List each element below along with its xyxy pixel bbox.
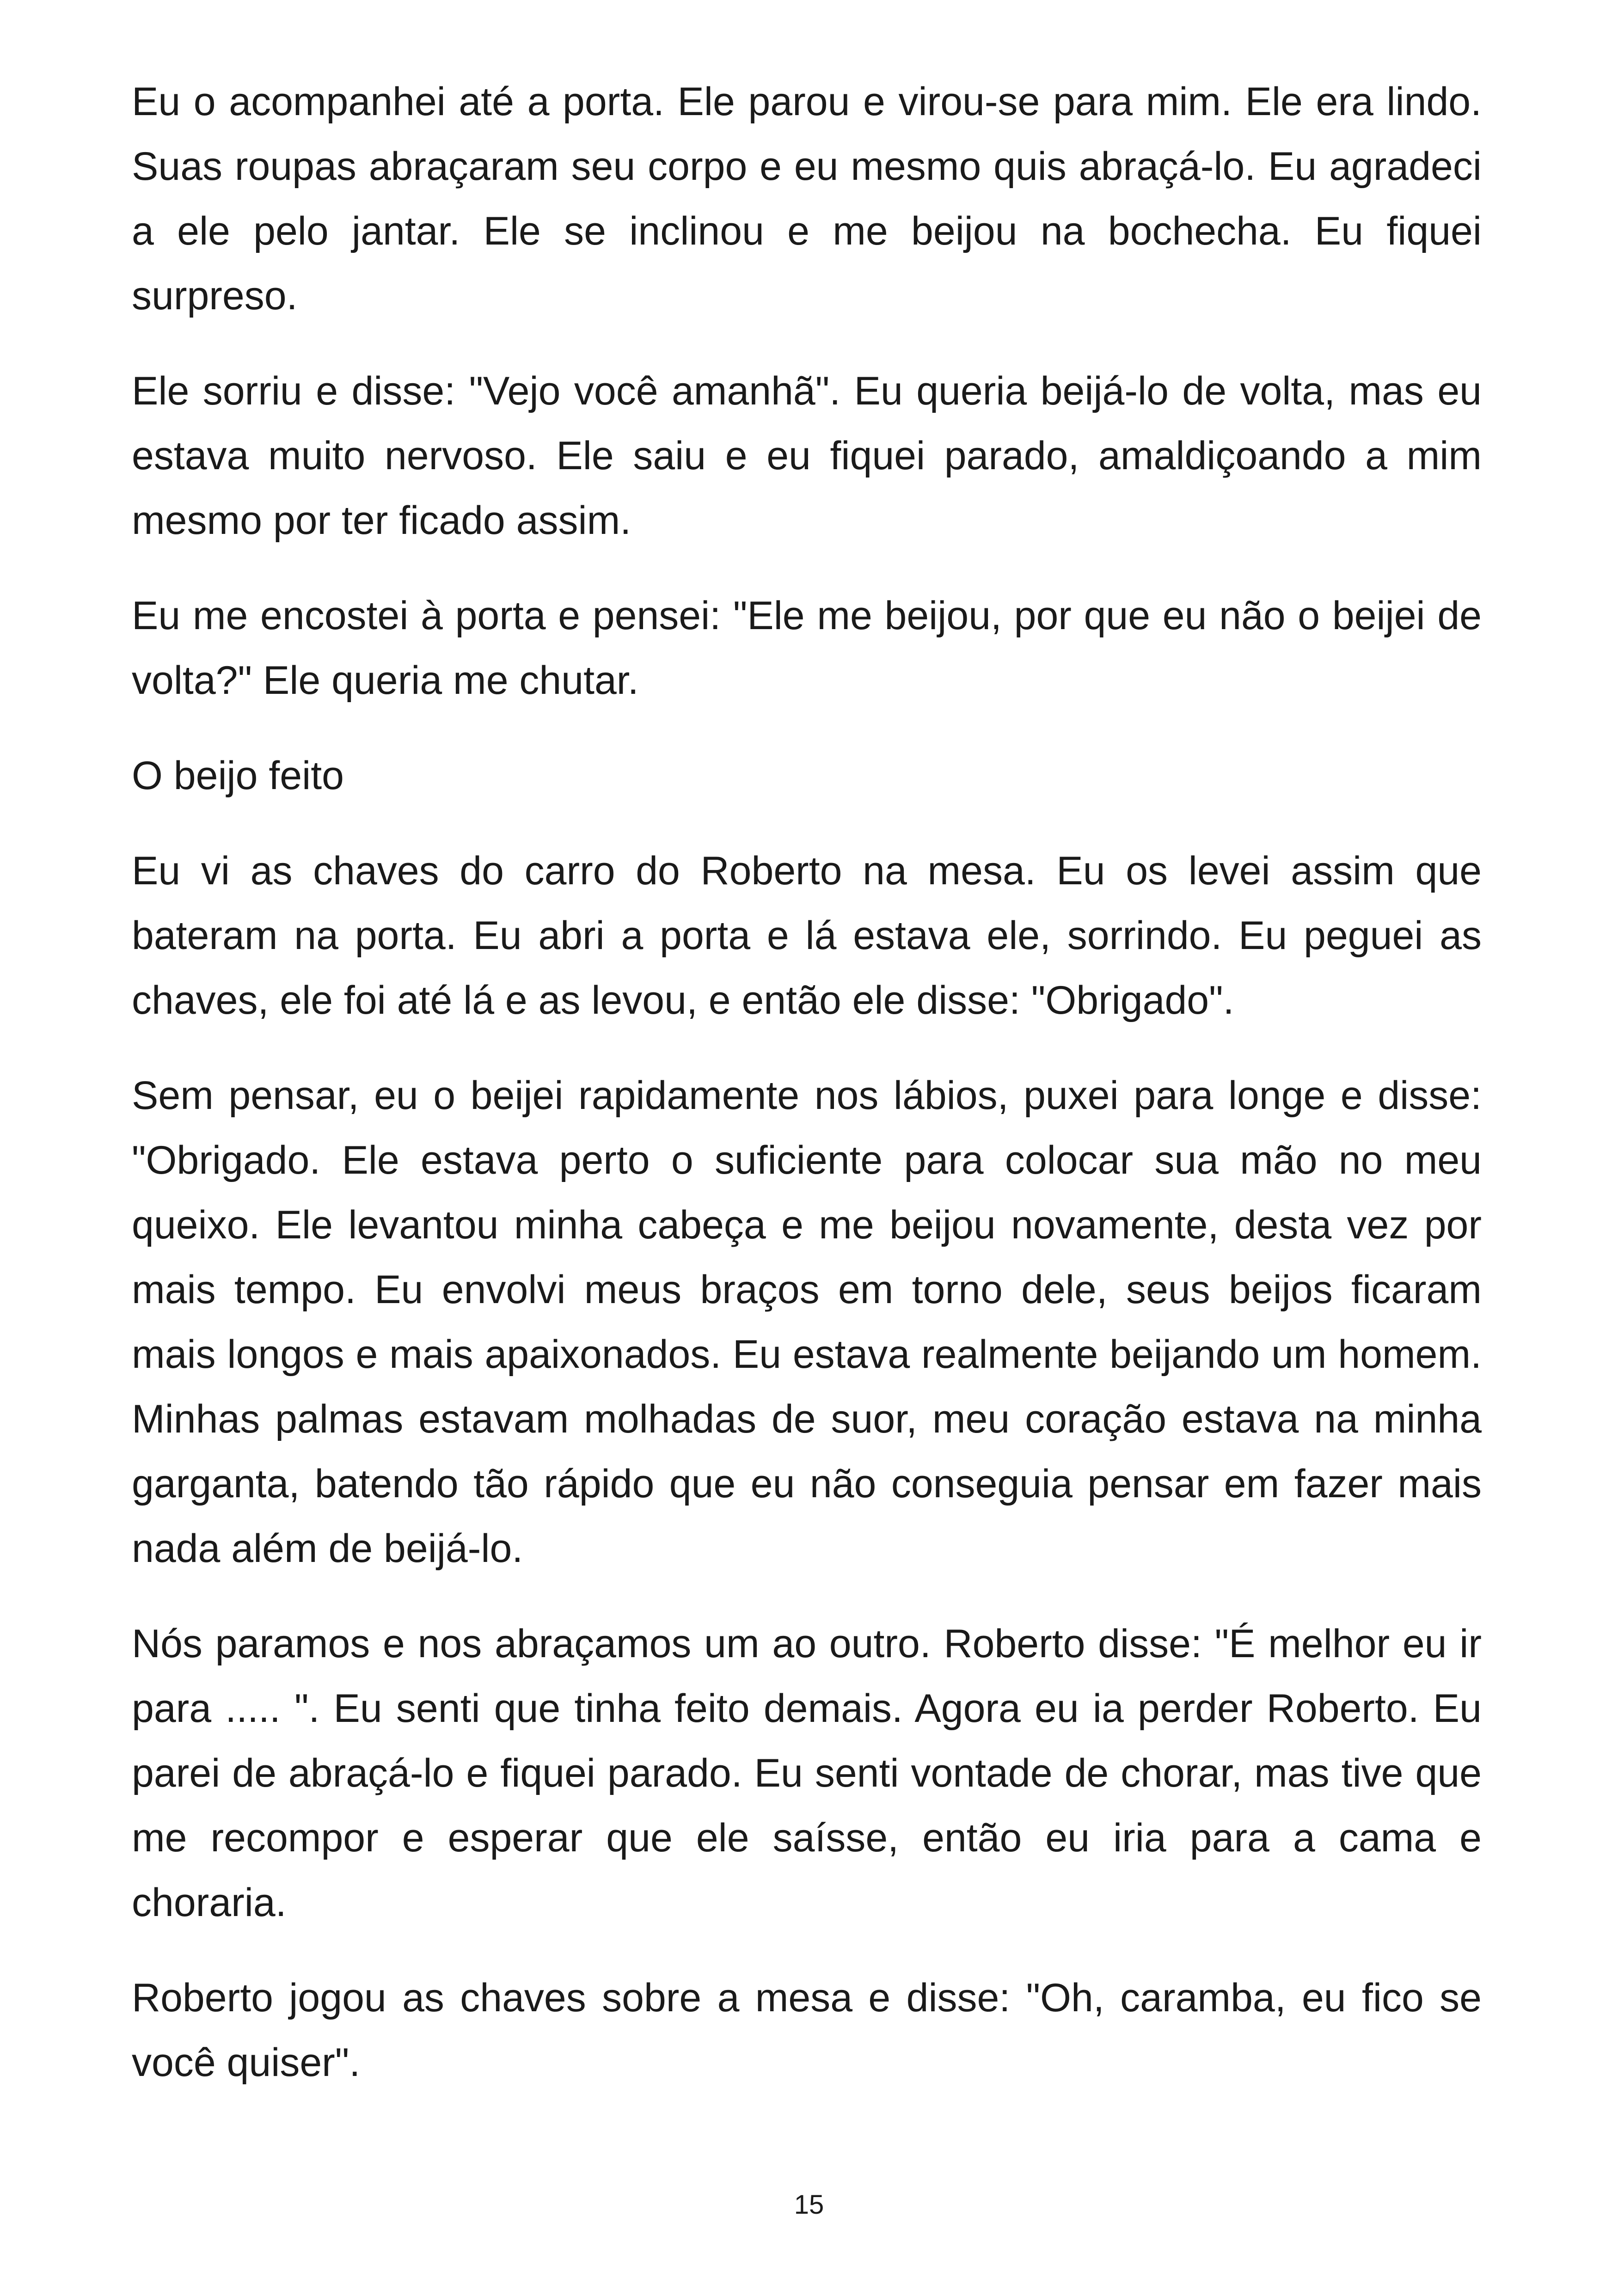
paragraph-6: Nós paramos e nos abraçamos um ao outro. Roberto disse: "É melhor eu ir para ..... ". Eu senti que tinha feito demais. Agora eu ia perder Roberto. Eu parei de abraçá-lo e fiquei parado. Eu senti vontade de chorar, mas tive que me recompor e esperar que ele saísse, então eu iria para a cama e choraria. — [132, 1622, 1482, 1925]
body-text — [132, 69, 1482, 2125]
paragraph-4: Eu vi as chaves do carro do Roberto na mesa. Eu os levei assim que bateram na porta. Eu abri a porta e lá estava ele, sorrindo. Eu peguei as chaves, ele foi até lá e as levou, e então ele disse: "Obrigado". — [132, 849, 1482, 1022]
paragraph-3: Eu me encostei à porta e pensei: "Ele me beijou, por que eu não o beijei de volta?" Ele queria me chutar. — [132, 594, 1482, 703]
paragraph-7: Roberto jogou as chaves sobre a mesa e disse: "Oh, caramba, eu fico se você quiser". — [132, 1976, 1482, 2085]
section-heading: O beijo feito — [132, 753, 344, 798]
page-number: 15 — [794, 2190, 824, 2220]
paragraph-1: Eu o acompanhei até a porta. Ele parou e virou-se para mim. Ele era lindo. Suas roupas abraçaram seu corpo e eu mesmo quis abraçá-lo. Eu agradeci a ele pelo jantar. Ele se inclinou e me beijou na bochecha. Eu fiquei surpreso. — [132, 80, 1482, 318]
paragraph-2: Ele sorriu e disse: "Vejo você amanhã". Eu queria beijá-lo de volta, mas eu estava muito nervoso. Ele saiu e eu fiquei parado, amaldiçoando a mim mesmo por ter ficado assim. — [132, 369, 1482, 543]
paragraph-5: Sem pensar, eu o beijei rapidamente nos lábios, puxei para longe e disse: "Obrigado. Ele estava perto o suficiente para colocar sua mão no meu queixo. Ele levantou minha cabeça e me beijou novamente, desta vez por mais tempo. Eu envolvi meus braços em torno dele, seus beijos ficaram mais longos e mais apaixonados. Eu estava realmente beijando um homem. Minhas palmas estavam molhadas de suor, meu coração estava na minha garganta, batendo tão rápido que eu não conseguia pensar em fazer mais nada além de beijá-lo. — [132, 1073, 1482, 1571]
